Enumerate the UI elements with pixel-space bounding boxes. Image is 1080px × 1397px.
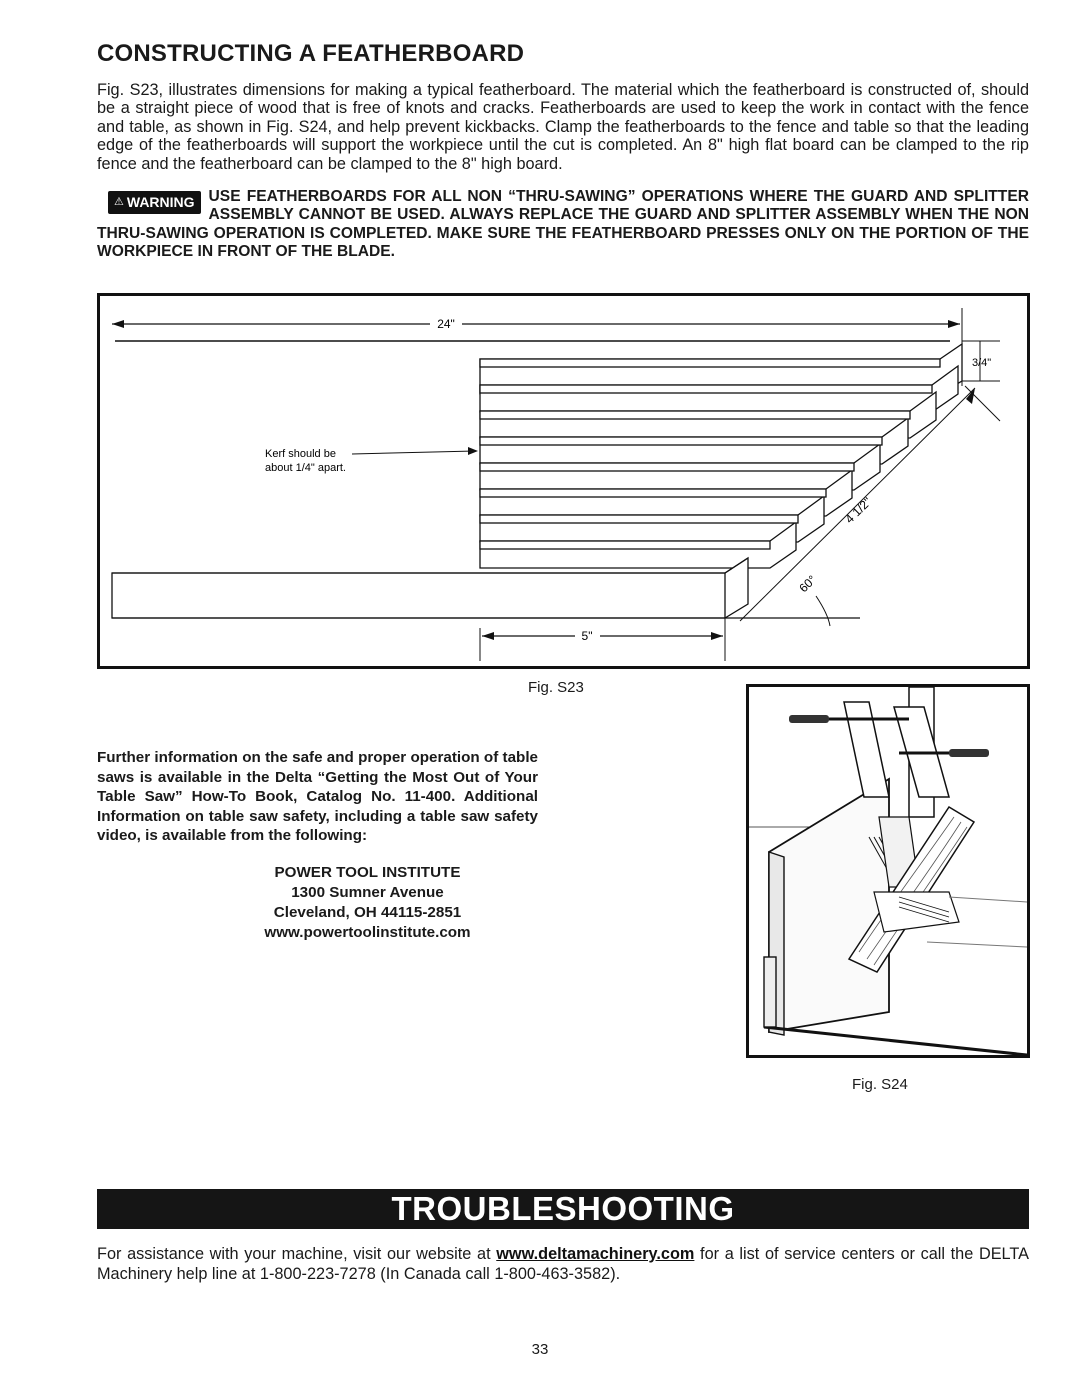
warning-triangle-icon: ⚠	[114, 196, 124, 208]
dim-four-half-label: 4 1/2"	[842, 494, 875, 527]
institute-city: Cleveland, OH 44115-2851	[273, 904, 462, 921]
intro-paragraph: Fig. S23, illustrates dimensions for making a typical featherboard. The material which the featherboard is constructed of, should be a straight piece of wood that is free of knots and cracks. Featherboards are used to keep the work in contact with the fence and table, as shown in Fig. S24, and help prevent kickbacks. Clamp the featherboards to the fence and table so that the leading edge of the featherboards will support the workpiece until the cut is completed. An 8" high flat board can be clamped to the rip fence and the featherboard can be clamped to the 8" high board.	[97, 81, 1029, 173]
assistance-text-after: for a list of service centers or call the DELTA Machinery help line at 1-800-223-7278 (In Canada call 1-800-463-3582).	[97, 1245, 1029, 1283]
institute-street: 1300 Sumner Avenue	[291, 884, 444, 901]
figure-s23	[97, 293, 1030, 669]
delta-website-link[interactable]: www.deltamachinery.com	[496, 1245, 695, 1263]
institute-name: POWER TOOL INSTITUTE	[274, 864, 461, 881]
warning-text: USE FEATHERBOARDS FOR ALL NON “THRU-SAWING” OPERATIONS WHERE THE GUARD AND SPLITTER ASSEMBLY CANNOT BE USED. ALWAYS REPLACE THE GUARD AND SPLITTER ASSEMBLY WHEN THE NON THRU-SAWING OPERATION IS COMPLETED. MAKE SURE THE FEATHERBOARD PRESSES ONLY ON THE PORTION OF THE WORKPIECE IN FRONT OF THE BLADE.	[97, 188, 1029, 261]
further-info-paragraph: Further information on the safe and proper operation of table saws is available in the Delta “Getting the Most Out of Your Table Saw” How-To Book, Catalog No. 11-400. Additional Information on table saw safety, including a table saw safety video, is available from the following:	[97, 749, 538, 844]
featherboard-diagram	[100, 296, 1027, 666]
dim-three-quarter-label: 3/4"	[972, 357, 992, 369]
assistance-paragraph	[97, 1244, 1029, 1284]
kerf-note-line1: Kerf should be	[265, 448, 336, 460]
figure-s24	[746, 684, 1030, 1058]
page-number: 33	[531, 1341, 549, 1358]
fig-s23-caption: Fig. S23	[528, 679, 584, 696]
fig-s24-caption: Fig. S24	[852, 1076, 908, 1093]
warning-badge-label: WARNING	[126, 194, 195, 210]
warning-badge	[108, 191, 201, 214]
kerf-note-line2: about 1/4" apart.	[265, 462, 346, 474]
warning-block	[97, 188, 1029, 262]
institute-address	[97, 863, 638, 943]
dim-24-label: 24"	[437, 317, 455, 331]
assistance-text-before: For assistance with your machine, visit our website at	[97, 1245, 497, 1263]
dim-five-label: 5"	[581, 629, 593, 643]
troubleshooting-heading: TROUBLESHOOTING	[97, 1189, 1029, 1229]
dim-angle-label: 60°	[796, 572, 820, 596]
featherboard-in-use-illustration	[749, 687, 1027, 1055]
institute-website[interactable]: www.powertoolinstitute.com	[264, 924, 471, 941]
feather-fingers	[480, 344, 962, 568]
section-title: CONSTRUCTING A FEATHERBOARD	[97, 40, 525, 67]
